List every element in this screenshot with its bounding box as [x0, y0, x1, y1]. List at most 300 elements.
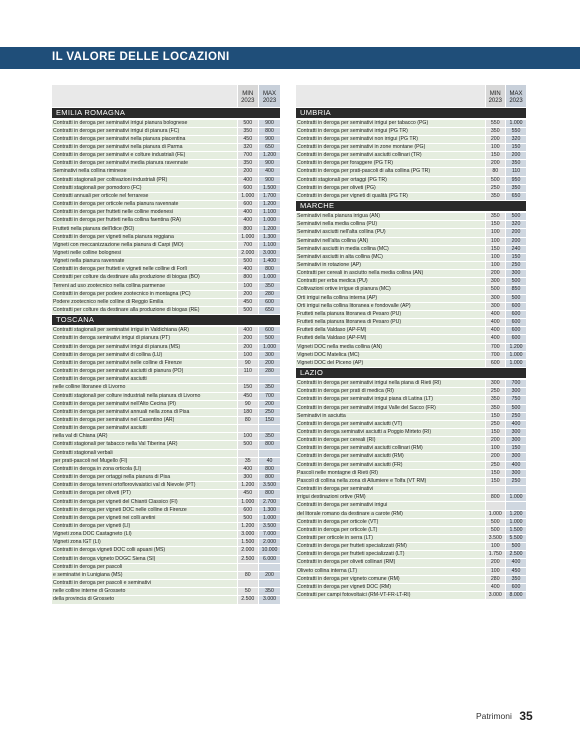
row-min-value: 250 — [485, 461, 506, 469]
table-row — [296, 535, 526, 543]
row-max-value: 1.400 — [259, 258, 281, 266]
table-row — [296, 502, 526, 510]
table-row — [296, 343, 526, 351]
row-min-value: 2.500 — [237, 596, 259, 604]
row-label: Contratti in deroga per seminativi in zone montane (PG) — [296, 143, 485, 151]
footer-publication: Patrimoni — [476, 710, 512, 721]
row-min-value: 400 — [485, 310, 506, 318]
table-row — [296, 412, 526, 420]
row-max-value: 1.000 — [506, 119, 527, 128]
region-header — [296, 107, 526, 119]
row-max-value — [259, 580, 281, 588]
row-label: Contratti in deroga per vigneti DOC (RM) — [296, 583, 485, 591]
row-min-value — [237, 376, 259, 384]
row-max-value: 320 — [506, 221, 527, 229]
row-label: Contratti stagionali per tabacco nella Val Tiberina (AR) — [52, 441, 237, 449]
table-row — [296, 510, 526, 518]
table-row — [52, 547, 280, 555]
row-label: Contratti in deroga per seminativi nell'Alto Cecina (PI) — [52, 400, 237, 408]
table-row — [52, 359, 280, 367]
row-max-value: 800 — [259, 490, 281, 498]
row-min-value: 90 — [237, 359, 259, 367]
row-max-value: 500 — [506, 294, 527, 302]
row-min-value: 500 — [485, 526, 506, 534]
row-label: Contratti in deroga per seminativi asciutti (VT) — [296, 420, 485, 428]
row-min-value: 80 — [237, 571, 259, 579]
row-label: Vigneti con meccanizzazione nella pianura di Carpi (MO) — [52, 241, 237, 249]
row-max-value: 900 — [259, 160, 281, 168]
row-max-value: 3.000 — [259, 250, 281, 258]
table-row — [296, 319, 526, 327]
row-min-value: 400 — [237, 266, 259, 274]
row-label: Contratti in deroga seminativi irrigui di pianura (PT) — [52, 335, 237, 343]
row-max-value: 7.000 — [259, 531, 281, 539]
table-header — [296, 85, 526, 107]
row-label: Contratti per cereali in asciutto nella media collina (AN) — [296, 270, 485, 278]
row-min-value: 200 — [237, 290, 259, 298]
table-row — [52, 217, 280, 225]
row-max-value: 400 — [506, 461, 527, 469]
row-label: Frutteti nella pianura dell'Idice (BO) — [52, 225, 237, 233]
row-label: Vigneti DOC del Piceno (AP) — [296, 359, 485, 367]
row-label: Contratti in deroga per orticole nella pianura ravennate — [52, 201, 237, 209]
table-row — [52, 250, 280, 258]
row-min-value: 150 — [237, 384, 259, 392]
table-row — [52, 384, 280, 392]
row-min-value: 600 — [237, 184, 259, 192]
row-label: Contratti in deroga per ortaggi nella pianura di Pisa — [52, 474, 237, 482]
table-row — [52, 457, 280, 465]
table-row — [296, 294, 526, 302]
table-row — [296, 445, 526, 453]
row-label: Contratti stagionali per colture industriali nella pianura di Livorno — [52, 392, 237, 400]
row-max-value: 650 — [259, 307, 281, 315]
row-max-value: 300 — [506, 388, 527, 396]
table-row — [296, 551, 526, 559]
region-name: LAZIO — [296, 368, 526, 380]
row-label: Contratti in deroga vigneti DOC colli apuani (MS) — [52, 547, 237, 555]
row-min-value: 450 — [237, 298, 259, 306]
row-min-value: 150 — [485, 245, 506, 253]
row-min-value: 2.500 — [237, 555, 259, 563]
row-max-value: 3.500 — [259, 523, 281, 531]
row-min-value: 2.000 — [237, 250, 259, 258]
row-max-value: 650 — [506, 192, 527, 200]
row-min-value: 250 — [485, 388, 506, 396]
row-max-value: 900 — [259, 176, 281, 184]
row-min-value: 250 — [485, 184, 506, 192]
row-min-value: 300 — [485, 278, 506, 286]
row-max-value: 150 — [506, 143, 527, 151]
row-max-value: 600 — [506, 335, 527, 343]
row-max-value: 350 — [506, 184, 527, 192]
table-row — [296, 253, 526, 261]
row-label: Contratti in deroga per seminativi annuali nella zona di Pisa — [52, 408, 237, 416]
row-max-value — [259, 563, 281, 571]
table-row — [52, 282, 280, 290]
table-row — [52, 465, 280, 473]
row-max-value: 550 — [506, 127, 527, 135]
row-max-value: 250 — [259, 408, 281, 416]
row-min-value: 800 — [237, 225, 259, 233]
row-min-value: 700 — [485, 351, 506, 359]
table-row — [52, 152, 280, 160]
row-max-value: 1.200 — [506, 510, 527, 518]
row-min-value: 500 — [485, 286, 506, 294]
row-max-value: 300 — [506, 469, 527, 477]
left-table-body — [52, 85, 280, 604]
row-label: Seminativi asciutti in alta collina (MC) — [296, 253, 485, 261]
table-row — [296, 486, 526, 494]
row-min-value: 350 — [237, 160, 259, 168]
row-label: Contratti in deroga per frutteti specializzati (LT) — [296, 551, 485, 559]
row-max-value — [259, 376, 281, 384]
row-min-value: 200 — [237, 335, 259, 343]
row-label: Contratti stagionali verbali — [52, 449, 237, 457]
row-label: Contratti in deroga per foraggere (PG TR) — [296, 160, 485, 168]
row-label: Contratti in deroga per vigneti nella pianura reggiana — [52, 233, 237, 241]
row-min-value: 200 — [237, 343, 259, 351]
row-label: e seminativi in Lunigiana (MS) — [52, 571, 237, 579]
header-max-label: MAX — [509, 90, 523, 97]
row-min-value — [237, 563, 259, 571]
row-max-value: 200 — [506, 229, 527, 237]
row-max-value: 150 — [506, 253, 527, 261]
row-max-value: 200 — [506, 152, 527, 160]
table-row — [296, 335, 526, 343]
row-label: Contratti in deroga per vigneti (LI) — [52, 523, 237, 531]
row-max-value: 500 — [506, 543, 527, 551]
table-row — [52, 335, 280, 343]
row-label: Contratti in deroga per vigneti del Chianti Classico (FI) — [52, 498, 237, 506]
row-min-value: 400 — [485, 319, 506, 327]
row-min-value: 300 — [485, 379, 506, 388]
header-max-label: MAX — [262, 90, 276, 97]
row-label: Frutteti nella pianura litoranea di Pesaro (PU) — [296, 319, 485, 327]
page-footer — [476, 707, 533, 721]
header-max-year: 2023 — [262, 97, 277, 104]
row-label: Contratti in deroga per seminativi non irrigui (PG TR) — [296, 135, 485, 143]
table-row — [52, 596, 280, 604]
row-min-value: 800 — [237, 274, 259, 282]
table-row — [52, 351, 280, 359]
row-min-value: 450 — [237, 135, 259, 143]
row-min-value: 450 — [237, 392, 259, 400]
row-label: Contratti in deroga per vigneti di qualità (PG TR) — [296, 192, 485, 200]
row-max-value: 600 — [506, 302, 527, 310]
row-label: Contratti stagionali per pomodoro (FC) — [52, 184, 237, 192]
row-label: Contratti per erba medica (PU) — [296, 278, 485, 286]
row-max-value: 3.500 — [259, 482, 281, 490]
row-min-value: 400 — [237, 326, 259, 335]
header-label-cell — [52, 85, 237, 107]
row-label: Contratti in deroga per seminativi asciutti collinari (RM) — [296, 445, 485, 453]
table-row — [52, 425, 280, 433]
row-label: Seminativi in rotazione (AP) — [296, 262, 485, 270]
row-max-value — [259, 449, 281, 457]
row-label: Oliveto collina interna (LT) — [296, 567, 485, 575]
row-min-value: 350 — [485, 192, 506, 200]
row-label: Contratti annuali per orticole nel ferrarese — [52, 192, 237, 200]
row-max-value: 5.500 — [506, 535, 527, 543]
left-column — [52, 85, 280, 605]
table-row — [296, 420, 526, 428]
row-max-value: 650 — [259, 143, 281, 151]
row-label: Seminativi asciutti nell'alta collina (PU) — [296, 229, 485, 237]
row-max-value: 10.000 — [259, 547, 281, 555]
row-label: Contratti in deroga seminativi asciutti a Poggio Mirteto (RI) — [296, 428, 485, 436]
table-row — [296, 212, 526, 221]
table-row — [52, 498, 280, 506]
row-label: Orti irrigui nella collina litoranea e fondovalle (AP) — [296, 302, 485, 310]
table-row — [296, 143, 526, 151]
row-min-value: 150 — [485, 221, 506, 229]
row-label: Terreni ad uso zootecnico nella collina parmense — [52, 282, 237, 290]
row-min-value: 3.000 — [237, 531, 259, 539]
table-row — [52, 168, 280, 176]
right-column — [296, 85, 526, 600]
row-min-value: 150 — [485, 412, 506, 420]
row-min-value: 100 — [237, 351, 259, 359]
row-min-value: 1.000 — [237, 192, 259, 200]
table-row — [52, 192, 280, 200]
row-min-value: 1.000 — [237, 233, 259, 241]
row-min-value: 100 — [485, 567, 506, 575]
row-label: Contratti stagionali per seminativi irrigui in Valdichiana (AR) — [52, 326, 237, 335]
page-banner — [0, 47, 580, 69]
row-min-value: 350 — [485, 396, 506, 404]
row-min-value: 400 — [485, 583, 506, 591]
row-label: Contratti in deroga per seminativi asciutti — [52, 376, 237, 384]
row-max-value: 400 — [259, 168, 281, 176]
row-max-value: 450 — [506, 567, 527, 575]
row-min-value: 150 — [485, 469, 506, 477]
table-header — [52, 85, 280, 107]
row-label: Contratti in deroga per frutteti e vigneti nelle colline di Forlì — [52, 266, 237, 274]
row-label: Frutteti della Valdaso (AP-FM) — [296, 327, 485, 335]
row-label: Contratti in deroga per seminativi — [296, 486, 485, 494]
row-min-value: 500 — [485, 518, 506, 526]
row-min-value — [485, 502, 506, 510]
row-min-value: 200 — [485, 437, 506, 445]
row-min-value: 450 — [237, 490, 259, 498]
row-min-value — [237, 425, 259, 433]
row-label: Vigneti DOC nella media collina (AN) — [296, 343, 485, 351]
row-max-value: 1.200 — [506, 343, 527, 351]
row-max-value: 250 — [506, 477, 527, 485]
table-row — [296, 437, 526, 445]
row-min-value: 700 — [237, 152, 259, 160]
header-max — [506, 85, 527, 107]
row-min-value: 200 — [485, 270, 506, 278]
table-row — [52, 392, 280, 400]
row-max-value: 900 — [259, 119, 281, 128]
row-min-value: 600 — [237, 506, 259, 514]
row-max-value: 750 — [506, 396, 527, 404]
row-min-value: 550 — [485, 119, 506, 128]
table-row — [52, 225, 280, 233]
row-label: Orti irrigui nella collina interna (AP) — [296, 294, 485, 302]
header-max — [259, 85, 281, 107]
table-row — [52, 326, 280, 335]
row-label: nelle colline interne di Grosseto — [52, 588, 237, 596]
table-row — [296, 184, 526, 192]
row-label: Contratti in deroga vigneto DOGC Siena (SI) — [52, 555, 237, 563]
table-row — [296, 453, 526, 461]
row-max-value: 300 — [506, 437, 527, 445]
row-min-value: 200 — [485, 160, 506, 168]
row-max-value: 1.200 — [259, 152, 281, 160]
table-row — [296, 567, 526, 575]
table-row — [296, 302, 526, 310]
row-label: del litorale romano da destinare a carote (RM) — [296, 510, 485, 518]
row-label: Contratti in deroga per frutteti nelle colline modenesi — [52, 209, 237, 217]
row-max-value: 500 — [506, 404, 527, 412]
table-row — [296, 583, 526, 591]
row-label: Contratti in deroga terreni ortoflorovivaistici val di Nievole (PT) — [52, 482, 237, 490]
row-max-value: 600 — [506, 327, 527, 335]
table-row — [52, 474, 280, 482]
row-min-value: 300 — [485, 294, 506, 302]
row-max-value: 350 — [259, 282, 281, 290]
row-min-value: 35 — [237, 457, 259, 465]
row-label: Contratti in deroga per seminativi irrigui — [296, 502, 485, 510]
table-row — [296, 388, 526, 396]
row-label: Vigneti nella pianura ravennate — [52, 258, 237, 266]
row-min-value: 400 — [237, 209, 259, 217]
table-row — [52, 531, 280, 539]
row-label: Contratti in deroga per seminativi asciutti (RM) — [296, 453, 485, 461]
row-min-value: 80 — [237, 416, 259, 424]
row-max-value: 280 — [259, 368, 281, 376]
table-row — [296, 160, 526, 168]
table-row — [296, 592, 526, 600]
table-row — [52, 266, 280, 274]
table-row — [52, 482, 280, 490]
row-label: Contratti in deroga per podere zootecnico in montagna (PC) — [52, 290, 237, 298]
table-row — [52, 307, 280, 315]
row-min-value: 400 — [237, 217, 259, 225]
row-label: Contratti in deroga per seminativi nelle colline di Firenze — [52, 359, 237, 367]
row-label: Seminativi nella collina riminese — [52, 168, 237, 176]
table-row — [52, 523, 280, 531]
row-max-value: 800 — [259, 465, 281, 473]
row-min-value: 350 — [485, 212, 506, 221]
row-max-value: 200 — [506, 237, 527, 245]
table-row — [52, 368, 280, 376]
header-min-year: 2023 — [241, 97, 255, 104]
header-min-label: MIN — [489, 90, 501, 97]
table-row — [52, 209, 280, 217]
row-max-value: 300 — [506, 428, 527, 436]
header-label-cell — [296, 85, 485, 107]
table-row — [296, 477, 526, 485]
row-min-value: 1.200 — [237, 482, 259, 490]
row-label: Contratti in deroga per seminativi media pianura ravennate — [52, 160, 237, 168]
row-label: Frutteti della Valdaso (AP-FM) — [296, 335, 485, 343]
row-min-value: 250 — [485, 420, 506, 428]
left-rent-table — [52, 85, 280, 605]
table-row — [52, 580, 280, 588]
row-label: Pascoli di collina nella zona di Allumiere e Tolfa (VT RM) — [296, 477, 485, 485]
table-row — [52, 176, 280, 184]
row-max-value: 350 — [259, 433, 281, 441]
row-label: Contratti in deroga per seminativi di collina (LU) — [52, 351, 237, 359]
row-label: per prati-pascoli nel Mugello (FI) — [52, 457, 237, 465]
row-min-value: 500 — [237, 307, 259, 315]
table-row — [52, 400, 280, 408]
table-row — [52, 571, 280, 579]
row-label: Contratti in deroga per pascoli e seminativi — [52, 580, 237, 588]
table-row — [296, 270, 526, 278]
row-label: Contratti in deroga per prati-pascoli di alta collina (PG TR) — [296, 168, 485, 176]
header-min-year: 2023 — [488, 97, 502, 104]
row-max-value: 250 — [506, 412, 527, 420]
right-table-body — [296, 85, 526, 600]
row-label: Contratti in deroga per seminativi asciutti — [52, 425, 237, 433]
row-min-value: 200 — [485, 453, 506, 461]
row-label: Contratti in deroga per frutteti nella collina faentina (RA) — [52, 217, 237, 225]
row-max-value: 500 — [259, 335, 281, 343]
row-label: Contratti per colture da destinare alla produzione di biogas (BO) — [52, 274, 237, 282]
row-min-value: 180 — [237, 408, 259, 416]
row-min-value: 400 — [237, 176, 259, 184]
row-max-value: 40 — [259, 457, 281, 465]
row-min-value: 300 — [237, 474, 259, 482]
row-max-value: 1.100 — [259, 241, 281, 249]
row-min-value: 350 — [485, 127, 506, 135]
row-min-value: 100 — [485, 445, 506, 453]
row-max-value: 700 — [259, 392, 281, 400]
row-label: Contratti in deroga per seminativi irrigui per tabacco (PG) — [296, 119, 485, 128]
table-row — [296, 469, 526, 477]
table-row — [296, 379, 526, 388]
row-label: Contratti in deroga per orticole (LT) — [296, 526, 485, 534]
row-min-value: 350 — [237, 127, 259, 135]
row-label: Contratti in deroga per vigneti nei colli aretini — [52, 514, 237, 522]
row-max-value: 600 — [506, 319, 527, 327]
row-label: Contratti in deroga per seminativi irrigui (PG TR) — [296, 127, 485, 135]
row-max-value: 8.000 — [506, 592, 527, 600]
table-row — [296, 327, 526, 335]
row-min-value: 80 — [485, 168, 506, 176]
table-row — [52, 539, 280, 547]
region-name: UMBRIA — [296, 107, 526, 119]
table-row — [52, 135, 280, 143]
row-max-value: 300 — [506, 270, 527, 278]
table-row — [52, 555, 280, 563]
row-max-value: 1.200 — [259, 225, 281, 233]
table-row — [296, 526, 526, 534]
row-label: Contratti in deroga per oliveti (PT) — [52, 490, 237, 498]
table-row — [52, 416, 280, 424]
row-max-value: 900 — [259, 135, 281, 143]
row-max-value: 950 — [506, 176, 527, 184]
row-max-value: 1.500 — [506, 526, 527, 534]
row-min-value: 700 — [237, 241, 259, 249]
row-label: Contratti in deroga per orticole (VT) — [296, 518, 485, 526]
table-row — [52, 143, 280, 151]
row-label: Contratti in deroga per cereali (RI) — [296, 437, 485, 445]
row-max-value: 1.100 — [259, 209, 281, 217]
row-min-value: 200 — [485, 559, 506, 567]
row-max-value: 350 — [506, 160, 527, 168]
row-label: Vigneti nelle colline bolognesi — [52, 250, 237, 258]
table-row — [52, 241, 280, 249]
row-max-value — [506, 486, 527, 494]
table-row — [296, 176, 526, 184]
row-max-value: 200 — [259, 571, 281, 579]
